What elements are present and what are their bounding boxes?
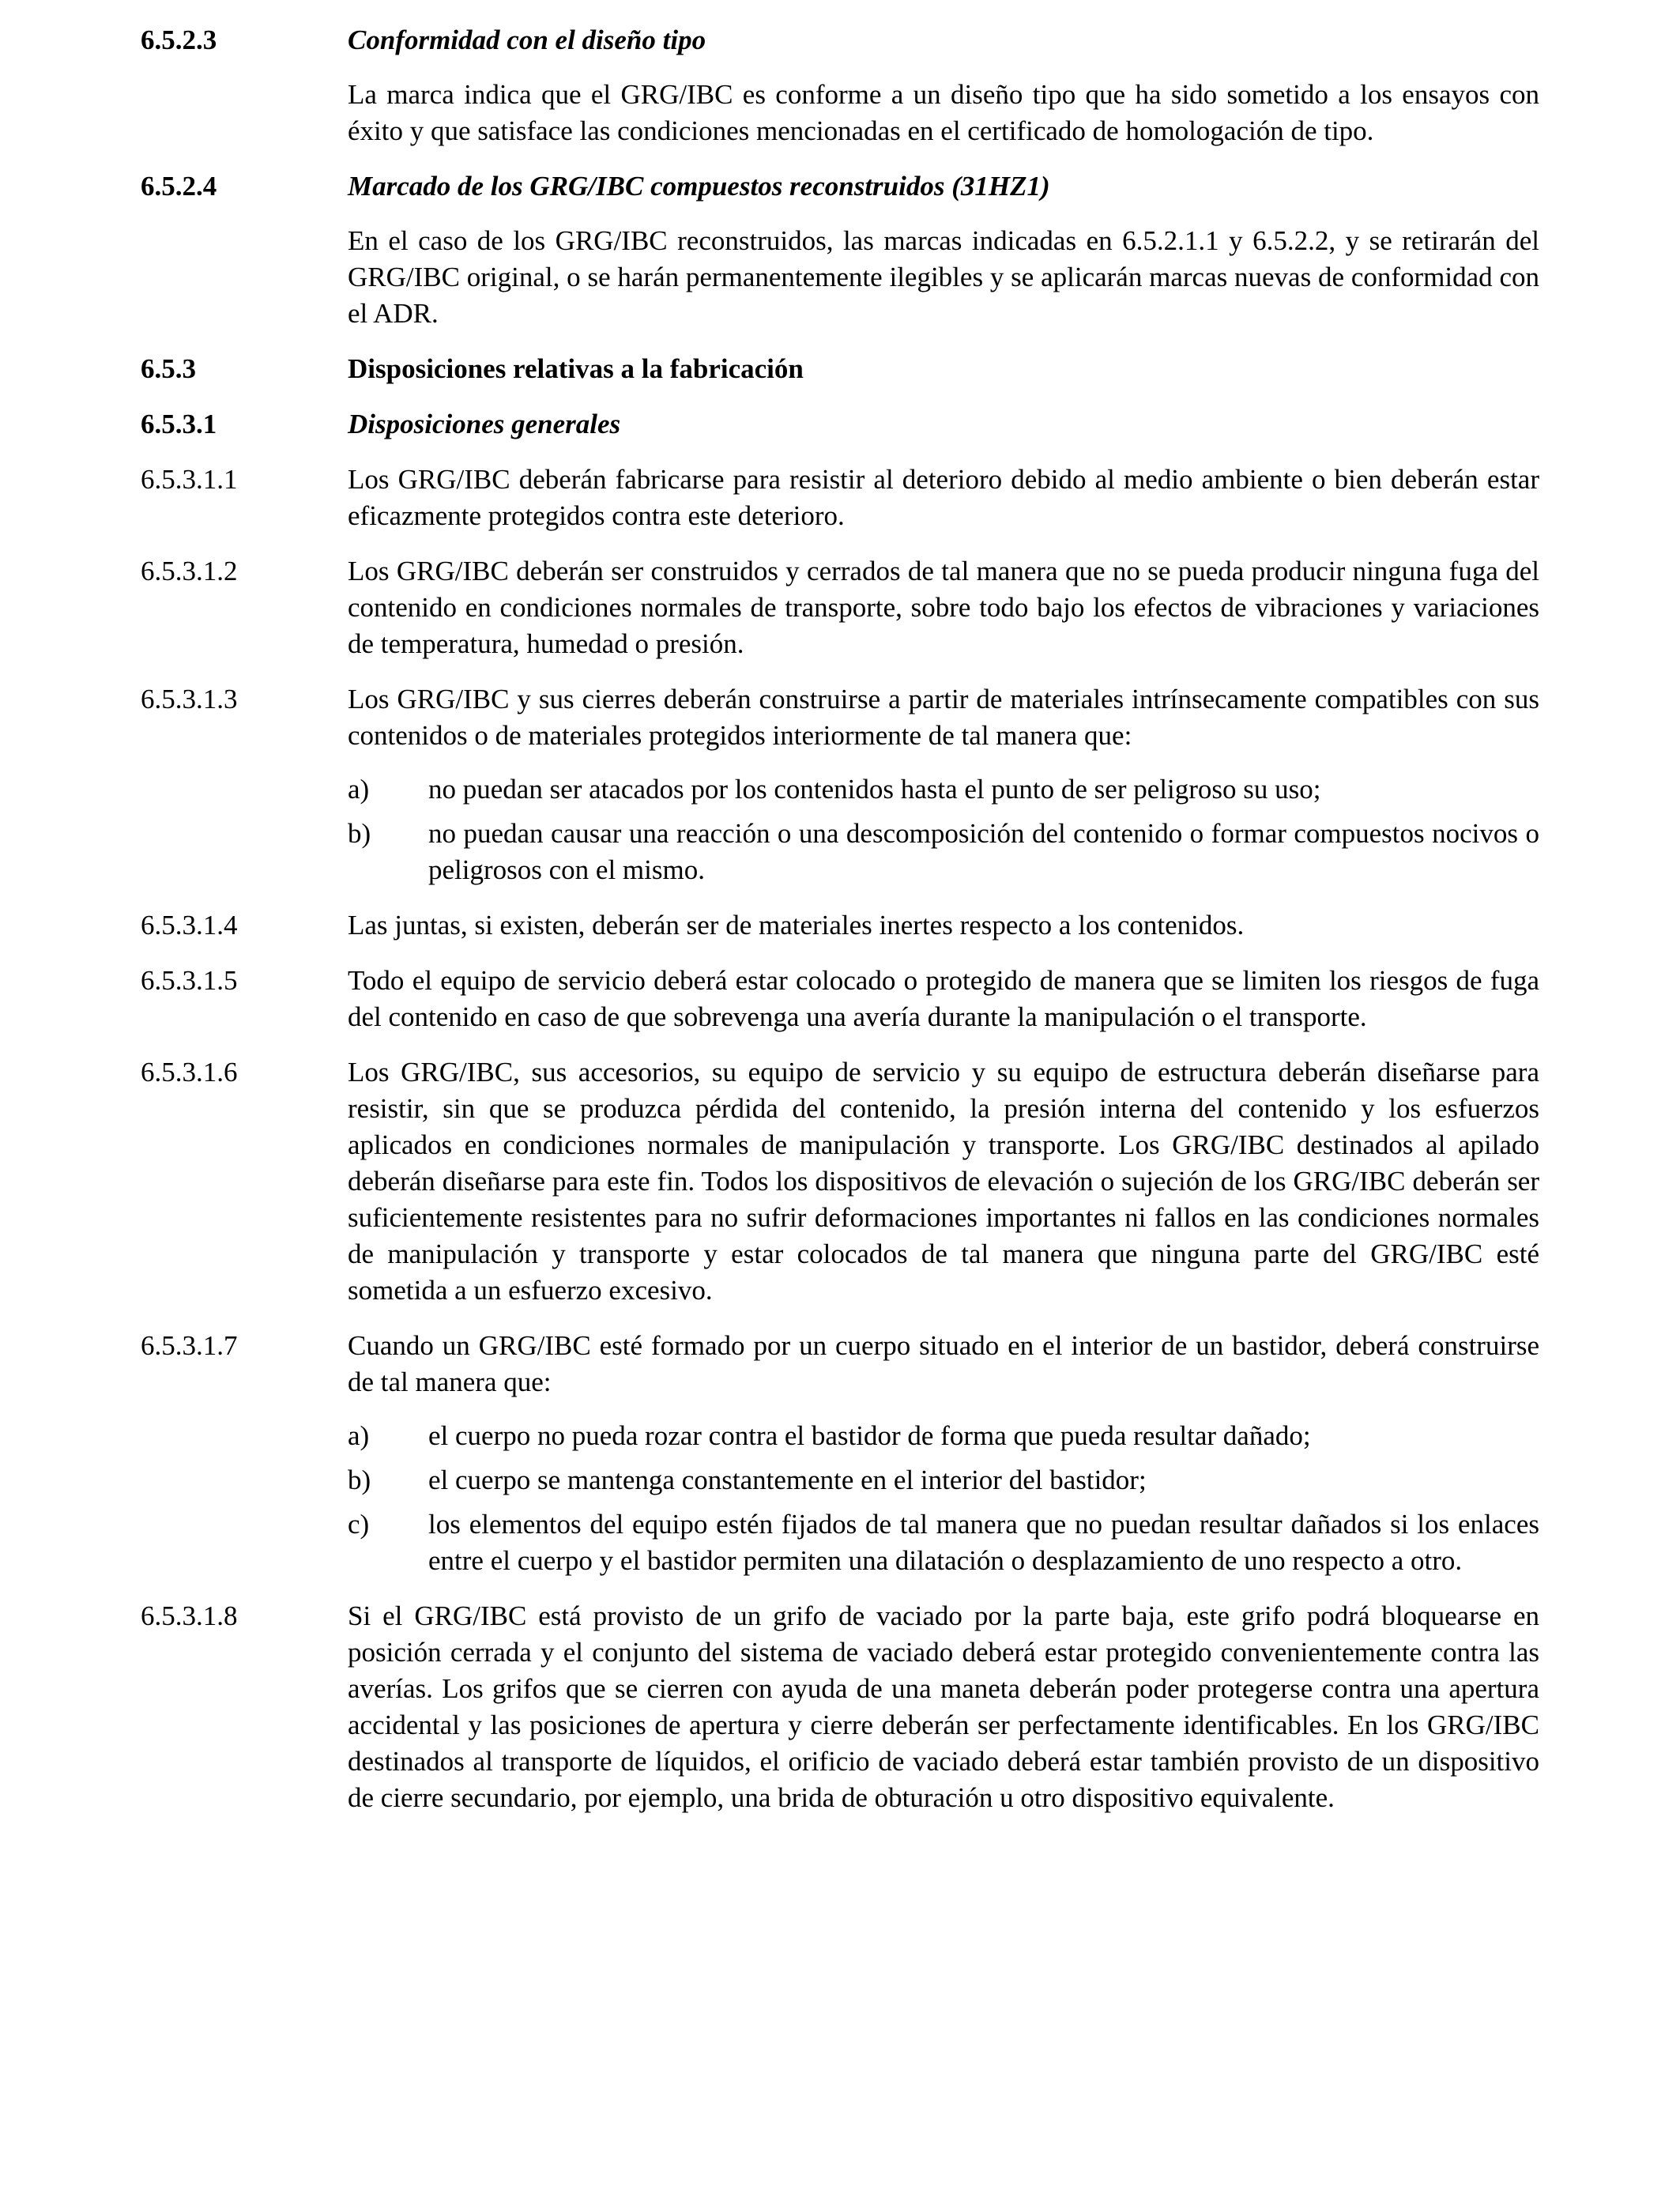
paragraph-6-5-3-1-1	[141, 462, 1539, 534]
section-title: Conformidad con el diseño tipo	[348, 25, 706, 55]
section-body	[348, 168, 1539, 332]
list-text: los elementos del equipo estén fijados de tal manera que no puedan resultar dañados si los enlaces entre el cuerpo y el bastidor permiten una dilatación o desplazamiento de uno respecto a otro.	[428, 1509, 1539, 1576]
paragraph-text: Los GRG/IBC deberán ser construidos y cerrados de tal manera que no se pueda producir ninguna fuga del contenido en condiciones normales de transporte, sobre todo bajo los efectos de vibraciones y variaciones de temperatura, humedad o presión.	[348, 556, 1539, 659]
paragraph-number: 6.5.3.1.2	[141, 556, 238, 586]
section-6-5-3-1	[141, 406, 1539, 443]
section-title: Marcado de los GRG/IBC compuestos reconstruidos (31HZ1)	[348, 171, 1050, 202]
paragraph-6-5-3-1-2	[141, 553, 1539, 662]
paragraph-number: 6.5.3.1.6	[141, 1057, 238, 1088]
section-body	[348, 22, 1539, 149]
paragraph-number: 6.5.3.1.8	[141, 1600, 238, 1631]
paragraph-number: 6.5.3.1.1	[141, 464, 238, 495]
paragraph-6-5-3-1-5	[141, 963, 1539, 1035]
section-6-5-2-4	[141, 168, 1539, 332]
list-text: no puedan ser atacados por los contenidos hasta el punto de ser peligroso su uso;	[428, 774, 1321, 805]
paragraph-6-5-3-1-7	[141, 1328, 1539, 1579]
paragraph-number: 6.5.3.1.7	[141, 1330, 238, 1361]
list-letter: a)	[348, 774, 370, 805]
paragraph-6-5-3-1-8	[141, 1598, 1539, 1816]
paragraph-text: Todo el equipo de servicio deberá estar colocado o protegido de manera que se limiten los riesgos de fuga del contenido en caso de que sobrevenga una avería durante la manipulación o el transporte.	[348, 965, 1539, 1032]
paragraph-6-5-3-1-6	[141, 1054, 1539, 1309]
list-item	[348, 771, 1539, 808]
paragraph-text: Cuando un GRG/IBC esté formado por un cuerpo situado en el interior de un bastidor, deberá construirse de tal manera que:	[348, 1330, 1539, 1397]
document-page	[141, 22, 1539, 1816]
list-item	[348, 1462, 1539, 1498]
section-title: Disposiciones relativas a la fabricación	[348, 353, 804, 384]
list-letter: a)	[348, 1420, 370, 1451]
paragraph-text: Los GRG/IBC deberán fabricarse para resistir al deterioro debido al medio ambiente o bien deberán estar eficazmente protegidos contra este deterioro.	[348, 464, 1539, 531]
list-item	[348, 1506, 1539, 1579]
list-text: el cuerpo se mantenga constantemente en el interior del bastidor;	[428, 1465, 1147, 1495]
list-letter: c)	[348, 1509, 370, 1540]
paragraph-6-5-3-1-4	[141, 907, 1539, 944]
section-6-5-2-3	[141, 22, 1539, 149]
paragraph-text: Si el GRG/IBC está provisto de un grifo de vaciado por la parte baja, este grifo podrá bloquearse en posición cerrada y el conjunto del sistema de vaciado deberá estar protegido convenientemente contra las averías. Los grifos que se cierren con ayuda de una maneta deberán poder protegerse contra una apertura accidental y las posiciones de apertura y cierre deberán ser perfectamente identificables. En los GRG/IBC destinados al transporte de líquidos, el orificio de vaciado deberá estar también provisto de un dispositivo de cierre secundario, por ejemplo, una brida de obturación u otro dispositivo equivalente.	[348, 1600, 1539, 1813]
list-letter: b)	[348, 1465, 371, 1495]
paragraph-number: 6.5.3.1.4	[141, 910, 238, 941]
list-letter: b)	[348, 818, 371, 849]
list-text: el cuerpo no pueda rozar contra el bastidor de forma que pueda resultar dañado;	[428, 1420, 1311, 1451]
section-number: 6.5.2.3	[141, 25, 217, 55]
section-text: La marca indica que el GRG/IBC es conforme a un diseño tipo que ha sido sometido a los ensayos con éxito y que satisface las condiciones mencionadas en el certificado de homologación de tipo.	[348, 79, 1539, 146]
paragraph-text: Las juntas, si existen, deberán ser de materiales inertes respecto a los contenidos.	[348, 910, 1245, 941]
paragraph-text: Los GRG/IBC y sus cierres deberán construirse a partir de materiales intrínsecamente compatibles con sus contenidos o de materiales protegidos interiormente de tal manera que:	[348, 684, 1539, 751]
paragraph-6-5-3-1-3	[141, 681, 1539, 888]
list-item	[348, 816, 1539, 888]
section-6-5-3	[141, 351, 1539, 387]
section-number: 6.5.3	[141, 353, 196, 384]
paragraph-number: 6.5.3.1.5	[141, 965, 238, 996]
section-text: En el caso de los GRG/IBC reconstruidos, las marcas indicadas en 6.5.2.1.1 y 6.5.2.2, y se retirarán del GRG/IBC original, o se harán permanentemente ilegibles y se aplicarán marcas nuevas de conformidad con el ADR.	[348, 225, 1539, 329]
list-text: no puedan causar una reacción o una descomposición del contenido o formar compuestos nocivos o peligrosos con el mismo.	[428, 818, 1539, 885]
paragraph-text: Los GRG/IBC, sus accesorios, su equipo de servicio y su equipo de estructura deberán diseñarse para resistir, sin que se produzca pérdida del contenido, la presión interna del contenido y los esfuerzos aplicados en condiciones normales de manipulación y transporte. Los GRG/IBC destinados al apilado deberán diseñarse para este fin. Todos los dispositivos de elevación o sujeción de los GRG/IBC deberán ser suficientemente resistentes para no sufrir deformaciones importantes ni fallos en las condiciones normales de manipulación y transporte y estar colocados de tal manera que ninguna parte del GRG/IBC esté sometida a un esfuerzo excesivo.	[348, 1057, 1539, 1306]
list-item	[348, 1418, 1539, 1454]
paragraph-number: 6.5.3.1.3	[141, 684, 238, 714]
section-number: 6.5.2.4	[141, 171, 217, 202]
section-title: Disposiciones generales	[348, 409, 621, 439]
section-number: 6.5.3.1	[141, 409, 217, 439]
